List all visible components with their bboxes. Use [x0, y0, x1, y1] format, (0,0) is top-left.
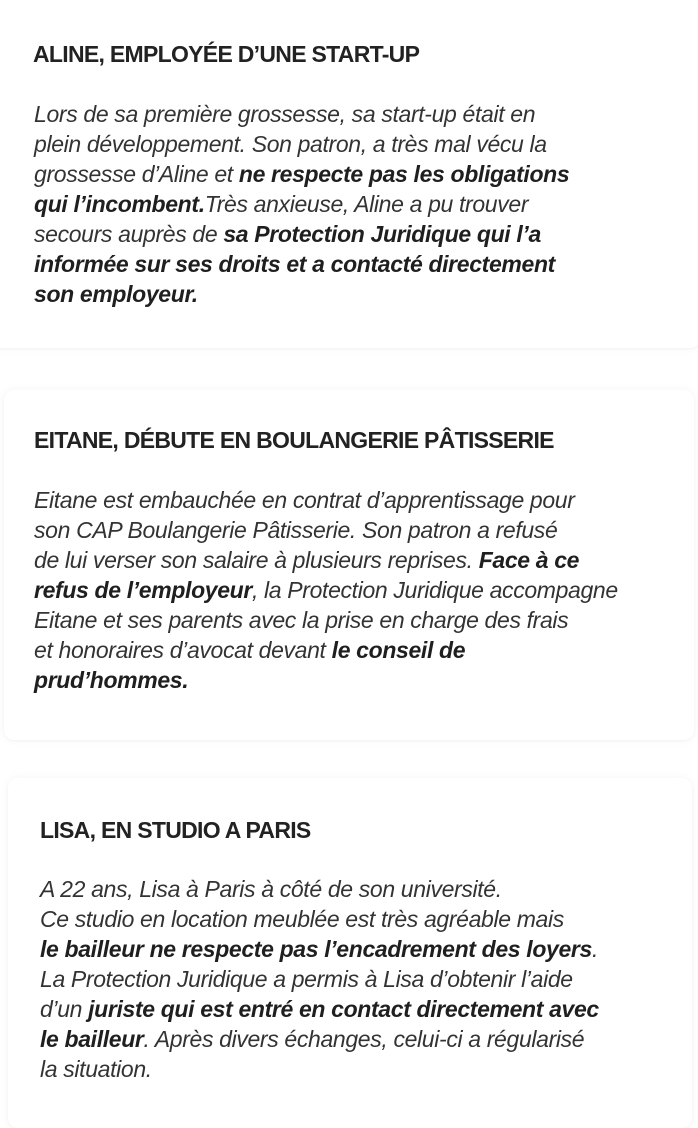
text-line — [34, 159, 674, 189]
body-text-run: A 22 ans, Lisa à Paris à côté de son université. — [40, 876, 502, 902]
body-text-run: , la Protection Juridique accompagne — [251, 577, 618, 603]
body-text-run: . — [591, 936, 598, 962]
text-line — [34, 129, 674, 159]
text-line — [40, 904, 680, 934]
body-text-run: son CAP Boulangerie Pâtisserie. Son patron a refusé — [34, 517, 558, 543]
emphasis-text: juriste qui est entré en contact directement avec — [88, 996, 599, 1022]
body-text-run: Eitane et ses parents avec la prise en charge des frais — [34, 607, 569, 633]
text-line — [34, 605, 674, 635]
text-line — [34, 189, 674, 219]
body-text-run: plein développement. Son patron, a très mal vécu la — [34, 131, 547, 157]
emphasis-text: son employeur. — [34, 281, 198, 307]
body-text-run: Très anxieuse, Aline a pu trouver — [204, 191, 529, 217]
body-text-run: grossesse d’Aline et — [34, 161, 239, 187]
text-line — [34, 219, 674, 249]
emphasis-text: Face à ce — [478, 547, 580, 573]
text-line — [40, 994, 680, 1024]
body-text-run: Eitane est embauchée en contrat d’apprentissage pour — [34, 487, 575, 513]
body-text-run: et honoraires d’avocat devant — [34, 637, 332, 663]
emphasis-text: le bailleur — [40, 1026, 144, 1052]
card-title-lisa: LISA, EN STUDIO A PARIS — [40, 817, 311, 843]
body-text-run: de lui verser son salaire à plusieurs reprises. — [34, 547, 479, 573]
text-line — [34, 635, 674, 665]
body-text-run: La Protection Juridique a permis à Lisa d’obtenir l’aide — [40, 966, 573, 992]
text-line — [40, 1054, 680, 1084]
emphasis-text: le bailleur ne respecte pas l’encadrement des loyers — [40, 936, 592, 962]
body-text-run: d’un — [40, 996, 89, 1022]
body-text-run: la situation. — [40, 1056, 152, 1082]
text-line — [40, 874, 680, 904]
text-line — [34, 99, 674, 129]
body-text-run: Lors de sa première grossesse, sa start-up était en — [34, 101, 536, 127]
emphasis-text: le conseil de — [331, 637, 466, 663]
text-line — [34, 485, 674, 515]
body-text-run: Ce studio en location meublée est très agréable mais — [40, 906, 564, 932]
emphasis-text: refus de l’employeur — [34, 577, 252, 603]
emphasis-text: sa Protection Juridique qui l’a — [223, 221, 541, 247]
text-line — [34, 545, 674, 575]
text-line — [40, 1024, 680, 1054]
body-text-run: . Après divers échanges, celui-ci a régularisé — [143, 1026, 585, 1052]
card-text-eitane — [34, 485, 674, 695]
card-title-eitane: EITANE, DÉBUTE EN BOULANGERIE PÂTISSERIE — [34, 427, 554, 453]
emphasis-text: ne respecte pas les obligations — [238, 161, 570, 187]
text-line — [34, 575, 674, 605]
card-title-aline: ALINE, EMPLOYÉE D’UNE START-UP — [33, 41, 420, 67]
text-line — [34, 515, 674, 545]
text-line — [40, 934, 680, 964]
text-line — [40, 964, 680, 994]
emphasis-text: prud’hommes. — [34, 667, 189, 693]
emphasis-text: qui l’incombent. — [34, 191, 205, 217]
body-text-run: secours auprès de — [34, 221, 224, 247]
text-line — [34, 665, 674, 695]
emphasis-text: informée sur ses droits et a contacté directement — [34, 251, 555, 277]
card-text-lisa — [40, 874, 680, 1084]
card-text-aline — [34, 99, 674, 309]
text-line — [34, 249, 674, 279]
text-line — [34, 279, 674, 309]
